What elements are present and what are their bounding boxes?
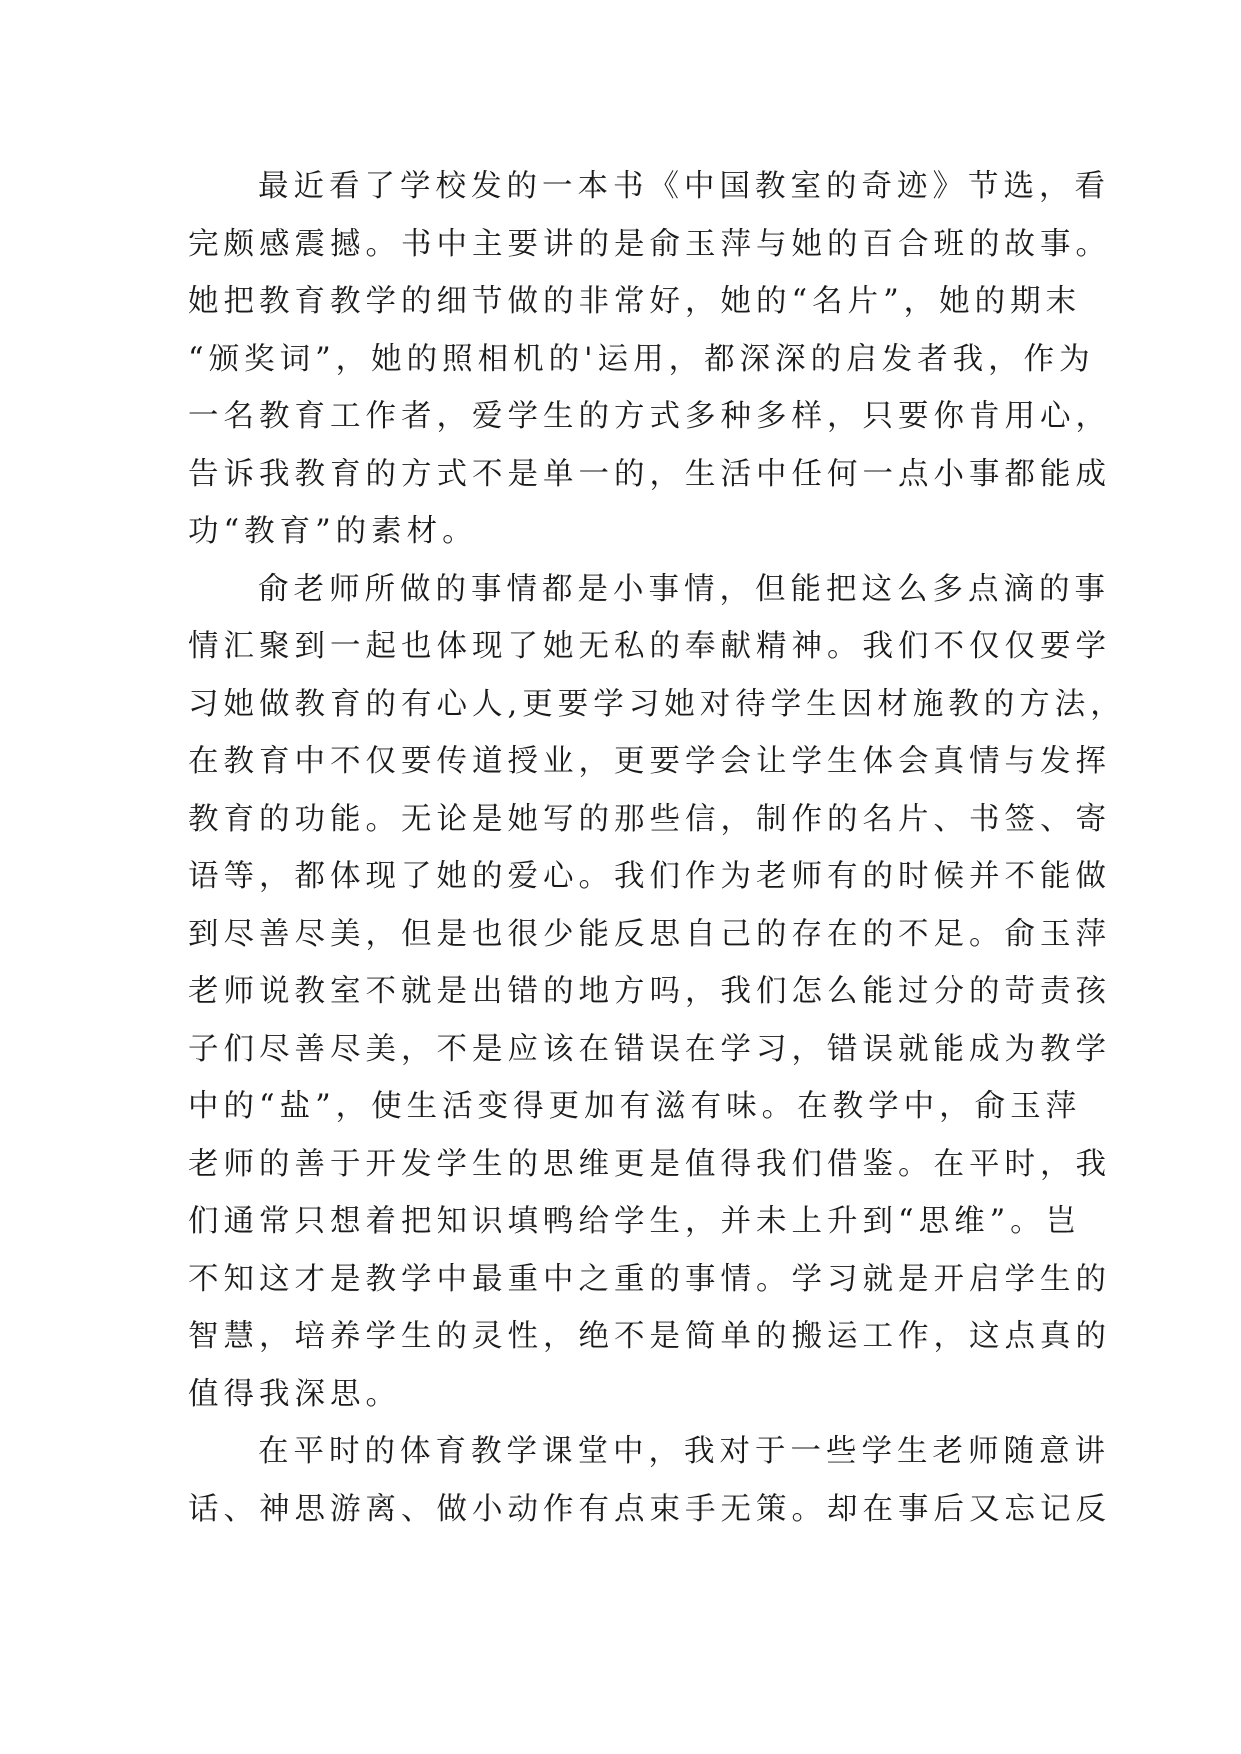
paragraph-2-line-8: 老师说教室不就是出错的地方吗，我们怎么能过分的苛责孩 — [188, 974, 1111, 1009]
paragraph-1-line-3: 她把教育教学的细节做的非常好，她的“名片”，她的期末 — [188, 284, 1082, 319]
paragraph-1-line-1: 最近看了学校发的一本书《中国教室的奇迹》节选，看 — [258, 169, 1110, 204]
paragraph-2-line-11: 老师的善于开发学生的思维更是值得我们借鉴。在平时，我 — [188, 1146, 1111, 1182]
paragraph-3-line-2: 话、神思游离、做小动作有点束手无策。却在事后又忘记反 — [188, 1491, 1111, 1527]
paragraph-1-line-5: 一名教育工作者，爱学生的方式多种多样，只要你肯用心， — [188, 399, 1111, 434]
paragraph-2-line-13: 不知这才是教学中最重中之重的事情。学习就是开启学生的 — [188, 1261, 1111, 1297]
paragraph-1-line-6: 告诉我教育的方式不是单一的，生活中任何一点小事都能成 — [188, 456, 1111, 492]
document-body — [188, 158, 1126, 1538]
paragraph-2-line-10: 中的“盐”，使生活变得更加有滋有味。在教学中，俞玉萍 — [188, 1089, 1082, 1124]
paragraph-2-line-14: 智慧，培养学生的灵性，绝不是简单的搬运工作，这点真的 — [188, 1319, 1111, 1354]
paragraph-2-line-12: 们通常只想着把知识填鸭给学生，并未上升到“思维”。岂 — [188, 1204, 1082, 1239]
paragraph-2-line-3: 习她做教育的有心人,更要学习她对待学生因材施教的方法， — [188, 686, 1126, 722]
paragraph-1-line-4: “颁奖词”，她的照相机的'运用，都深深的启发者我，作为 — [188, 341, 1095, 377]
paragraph-2-line-1: 俞老师所做的事情都是小事情，但能把这么多点滴的事 — [258, 571, 1110, 607]
paragraph-2-line-5: 教育的功能。无论是她写的那些信，制作的名片、书签、寄 — [188, 801, 1111, 837]
paragraph-2-line-6: 语等，都体现了她的爱心。我们作为老师有的时候并不能做 — [188, 859, 1111, 894]
paragraph-2-line-4: 在教育中不仅要传道授业，更要学会让学生体会真情与发挥 — [188, 744, 1111, 779]
paragraph-1-line-2: 完颇感震撼。书中主要讲的是俞玉萍与她的百合班的故事。 — [188, 226, 1111, 262]
paragraph-2-line-2: 情汇聚到一起也体现了她无私的奉献精神。我们不仅仅要学 — [188, 629, 1111, 664]
paragraph-1-line-7: 功“教育”的素材。 — [188, 514, 478, 549]
paragraph-3-line-1: 在平时的体育教学课堂中，我对于一些学生老师随意讲 — [258, 1434, 1110, 1469]
paragraph-2-line-15: 值得我深思。 — [188, 1376, 401, 1412]
paragraph-2-line-7: 到尽善尽美，但是也很少能反思自己的存在的不足。俞玉萍 — [188, 916, 1111, 952]
paragraph-2-line-9: 子们尽善尽美，不是应该在错误在学习，错误就能成为教学 — [188, 1031, 1111, 1067]
